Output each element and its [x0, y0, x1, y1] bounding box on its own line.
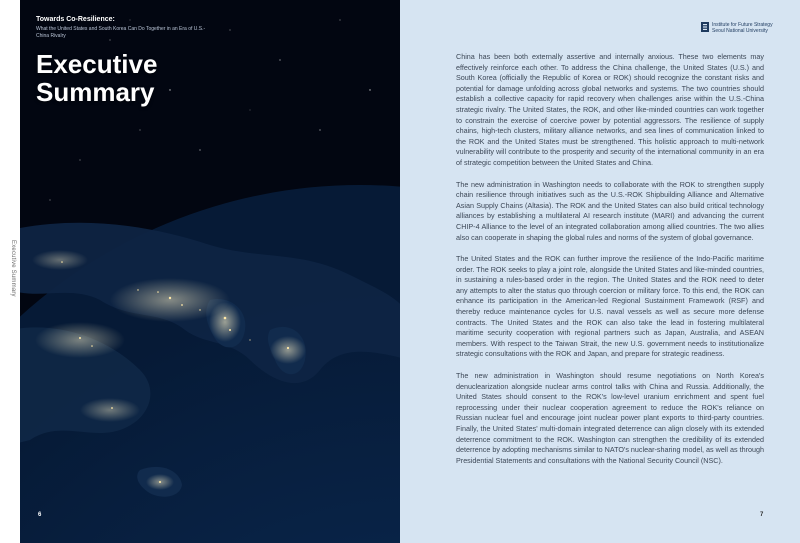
summary-paragraph: The United States and the ROK can further improve the resilience of the Indo-Pacific maritime order. The ROK seeks to play a joint role, alongside the United States and like-minded countries, in sustaining a rules-based order in the region. The United States and the ROK need to deter any attempts to alter the status quo through coercion or military force. To this end, the ROK can enhance its participation in the American-led Regional Sustainment Framework (RSF) and thereby reduce maintenance cycles for U.S. naval vessels as well as secure more defense contracts. The United States and the ROK can also take the lead in fostering multilateral maritime security cooperation with regional partners such as Japan, Australia, and ASEAN members. With respect to the Taiwan Strait, the new U.S. government needs to institutionalize strategic consultations with the ROK and Japan, and prepare for strategic readiness. — [456, 254, 764, 359]
summary-paragraph: The new administration in Washington needs to collaborate with the ROK to strengthen supply chain resilience through initiatives such as the U.S.-ROK Shipbuilding Alliance and Alternative Asian Supply Chains (Altasia). The ROK and the United States can also build critical technology alliances by establishing a multilateral AI research institute (MARI) and advancing the current CHIP-4 Alliance to the level of an integrated collaboration among allied countries. The two allies also can cooperate in shaping the global rules and norms of the system of global governance. — [456, 179, 764, 242]
institute-logo — [701, 20, 787, 40]
spine-section-label: Executive Summary — [10, 240, 16, 297]
institute-logo-icon — [701, 22, 709, 32]
earth-night-photo — [20, 0, 400, 543]
page-number-right: 7 — [760, 512, 764, 518]
report-series-subtitle: What the United States and South Korea Can Do Together in an Era of U.S.-China Rivalry — [36, 26, 206, 39]
summary-paragraph: The new administration in Washington should resume negotiations on North Korea's denuclearization alongside nuclear arms control talks with China and Russia. Additionally, the United States should consent to the ROK's low-level uranium enrichment and spent fuel reprocessing under their nuclear cooperation agreement to reduce the ROK's reliance on Russian nuclear fuel and encourage joint nuclear power plant exports to third-party countries. Finally, the United States' multi-domain integrated deterrence can align closely with its extended deterrence commitment to the ROK. Washington can strengthen the credibility of its extended deterrence by adopting mechanisms similar to NATO's nuclear-sharing model, as well as through Presidential Statements and consultations with the National Security Council (NSC). — [456, 371, 764, 465]
page-number-left: 6 — [38, 512, 42, 518]
page-title: Executive Summary — [36, 49, 158, 107]
summary-body — [456, 52, 764, 477]
right-page — [400, 0, 800, 543]
logo-university-name: Seoul National University — [712, 28, 768, 34]
summary-paragraph: China has been both externally assertive and internally anxious. These two elements may effectively reinforce each other. To address the China challenge, the United States (U.S.) and South Korea (officially the Republic of Korea or ROK) should recognize the constant risks and potential for damage unfolding across global networks and systems. The two countries should establish a collective capacity for rapid recovery when challenges arise within the U.S.-China strategic rivalry. The United States, the ROK, and other like-minded countries can work together to constrain the exercise of coercive power by potential aggressors. The resilience of supply chains, high-tech clusters, military alliance networks, and sea lines of communication linked to the ROK and the United States must be strengthened. This holistic approach to multi-network vulnerability will contribute to the prosperity and security of the international community in an era of strategic competition between the United States and China. — [456, 52, 764, 167]
logo-institute-name: Institute for Future Strategy — [712, 22, 773, 28]
report-series-title: Towards Co-Resilience: — [36, 16, 115, 23]
